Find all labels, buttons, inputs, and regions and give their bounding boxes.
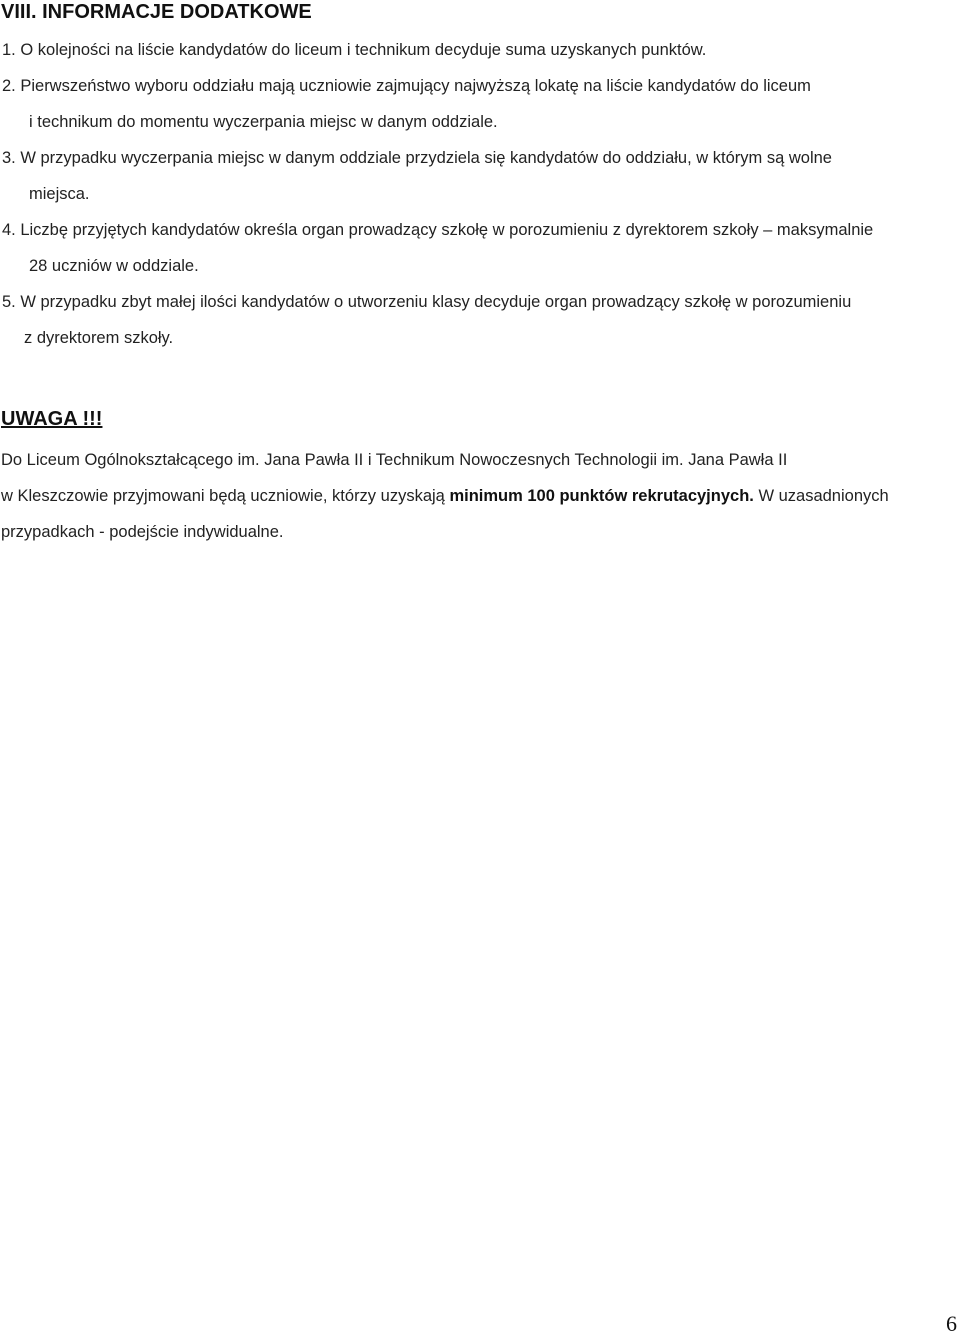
warning-line-2 (1, 486, 889, 506)
list-item-5-line-1: 5. W przypadku zbyt małej ilości kandydatów o utworzeniu klasy decyduje organ prowadzący szkołę w porozumieniu (2, 293, 852, 311)
list-item-2-text-line-1: 2. Pierwszeństwo wyboru oddziału mają uczniowie zajmujący najwyższą lokatę na liście kandydatów do liceum (2, 77, 811, 95)
warning-line-1: Do Liceum Ogólnokształcącego im. Jana Pawła II i Technikum Nowoczesnych Technologii im. Jana Pawła II (1, 451, 788, 469)
warning-line-2-prefix: w Kleszczowie przyjmowani będą uczniowie, którzy uzyskają (1, 487, 450, 505)
list-item-4-line-1: 4. Liczbę przyjętych kandydatów określa organ prowadzący szkołę w porozumieniu z dyrektorem szkoły – maksymalnie (2, 221, 874, 239)
warning-line-2-suffix: W uzasadnionych (753, 487, 889, 505)
section-title: VIII. INFORMACJE DODATKOWE (1, 1, 312, 23)
page-number: 6 (946, 1311, 957, 1336)
list-item-2-line-2: i technikum do momentu wyczerpania miejsc w danym oddziale. (29, 113, 498, 131)
list-item-1: 1. O kolejności na liście kandydatów do liceum i technikum decyduje suma uzyskanych punktów. (2, 41, 707, 59)
minimum-points-text: minimum 100 punktów rekrutacyjnych. (449, 487, 754, 505)
list-item-4-line-2: 28 uczniów w oddziale. (29, 257, 199, 275)
list-item-3-line-2: miejsca. (29, 185, 90, 203)
warning-title: UWAGA !!! (1, 408, 103, 430)
list-item-3-line-1: 3. W przypadku wyczerpania miejsc w danym oddziale przydziela się kandydatów do oddziału, w którym są wolne (2, 149, 832, 167)
list-item-5-line-2: z dyrektorem szkoły. (24, 329, 174, 347)
list-item-2-line-1 (2, 76, 885, 96)
warning-line-3: przypadkach - podejście indywidualne. (1, 523, 284, 541)
